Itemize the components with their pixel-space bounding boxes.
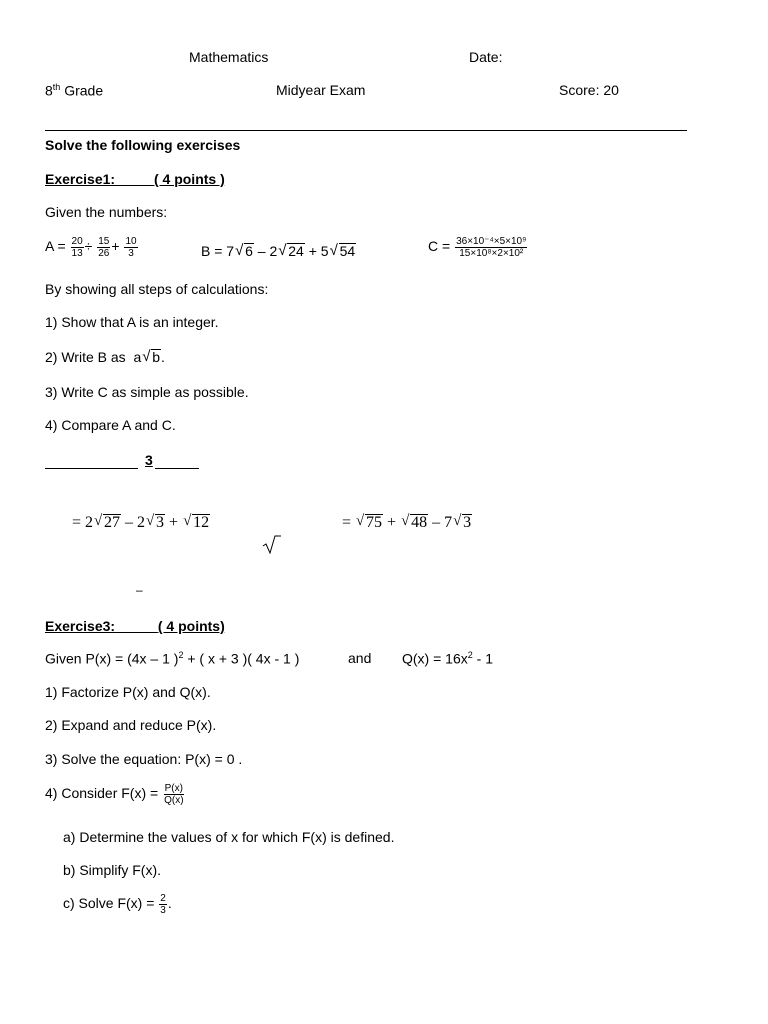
given-p: Given P(x) = (4x – 1 )$^2$ + ( x + 3 )( 4x - 1 ): [45, 650, 300, 667]
exercise1-title: Exercise1: ( 4 points ): [45, 171, 225, 187]
title-underline: [45, 468, 138, 469]
expression-b: B = 7√ 6 – 2√ 24 + 5√ 54: [201, 243, 356, 259]
exam-title: Midyear Exam: [276, 82, 366, 98]
sqrt-symbol: √ 75: [356, 514, 383, 532]
given-numbers: Given the numbers:: [45, 204, 168, 220]
grade-label: 8th Grade: [45, 82, 104, 99]
sqrt-symbol: √ b: [142, 349, 161, 365]
sub-question-a: a) Determine the values of x for which F(x) is defined.: [63, 829, 395, 845]
sqrt-symbol: √ 3: [453, 514, 472, 532]
expression-2: = √ 75 + √ 48 – 7√ 3: [342, 514, 472, 532]
question-1: 1) Factorize P(x) and Q(x).: [45, 684, 211, 700]
fraction: $\frac{20}{13}$: [71, 236, 83, 259]
exercise2-number: 3: [145, 452, 153, 468]
title-underline: [155, 468, 199, 469]
question-4: 4) Consider F(x) = $\frac{P(x)}{Q(x)}$: [45, 783, 184, 806]
sqrt-icon: [262, 534, 282, 559]
expression-c: C = $\frac{\text{36×10⁻⁴×5×10⁹}}{\text{15×10⁸×2×10²}}$: [428, 236, 527, 259]
score-label: Score: 20: [559, 82, 619, 98]
question-2: 2) Write B as a√ b.: [45, 349, 165, 365]
steps-instruction: By showing all steps of calculations:: [45, 281, 269, 297]
date-label: Date:: [469, 49, 503, 65]
sqrt-symbol: √ 6: [235, 243, 254, 259]
expression-a: A = $\frac{20}{13}$ ÷ $\frac{15}{26}$ + $\frac{10}{3}$: [45, 236, 137, 259]
expression-1: = 2√ 27 – 2√ 3 + √ 12: [72, 514, 210, 532]
exercise3-title: Exercise3: ( 4 points): [45, 618, 225, 634]
subject-title: Mathematics: [189, 49, 269, 65]
fraction: $\frac{P(x)}{Q(x)}$: [164, 783, 184, 806]
question-1: 1) Show that A is an integer.: [45, 314, 219, 330]
sqrt-symbol: √ 48: [401, 514, 428, 532]
sqrt-symbol: √ 27: [94, 514, 121, 532]
question-3: 3) Solve the equation: P(x) = 0 .: [45, 751, 243, 767]
instructions: Solve the following exercises: [45, 137, 241, 153]
fraction: $\frac{\text{36×10⁻⁴×5×10⁹}}{\text{15×10⁸×2×10²}}$: [456, 236, 527, 259]
stray-dash: –: [136, 583, 143, 597]
sqrt-symbol: √ 3: [146, 514, 165, 532]
question-4: 4) Compare A and C.: [45, 417, 176, 433]
sqrt-symbol: √ 24: [278, 243, 305, 259]
question-2: 2) Expand and reduce P(x).: [45, 717, 217, 733]
sub-question-c: c) Solve F(x) = $\frac{2}{3}$ .: [63, 893, 172, 916]
sub-question-b: b) Simplify F(x).: [63, 862, 161, 878]
sqrt-symbol: √ 12: [183, 514, 210, 532]
and-label: and: [348, 650, 372, 666]
fraction: $\frac{15}{26}$: [98, 236, 110, 259]
sqrt-symbol: √ 54: [330, 243, 357, 259]
fraction: $\frac{10}{3}$: [125, 236, 137, 259]
header-divider: [45, 130, 687, 131]
question-3: 3) Write C as simple as possible.: [45, 384, 249, 400]
given-q: $Q(x) = 16x^2 - 1$: [402, 650, 493, 667]
fraction: $\frac{2}{3}$: [160, 893, 166, 916]
